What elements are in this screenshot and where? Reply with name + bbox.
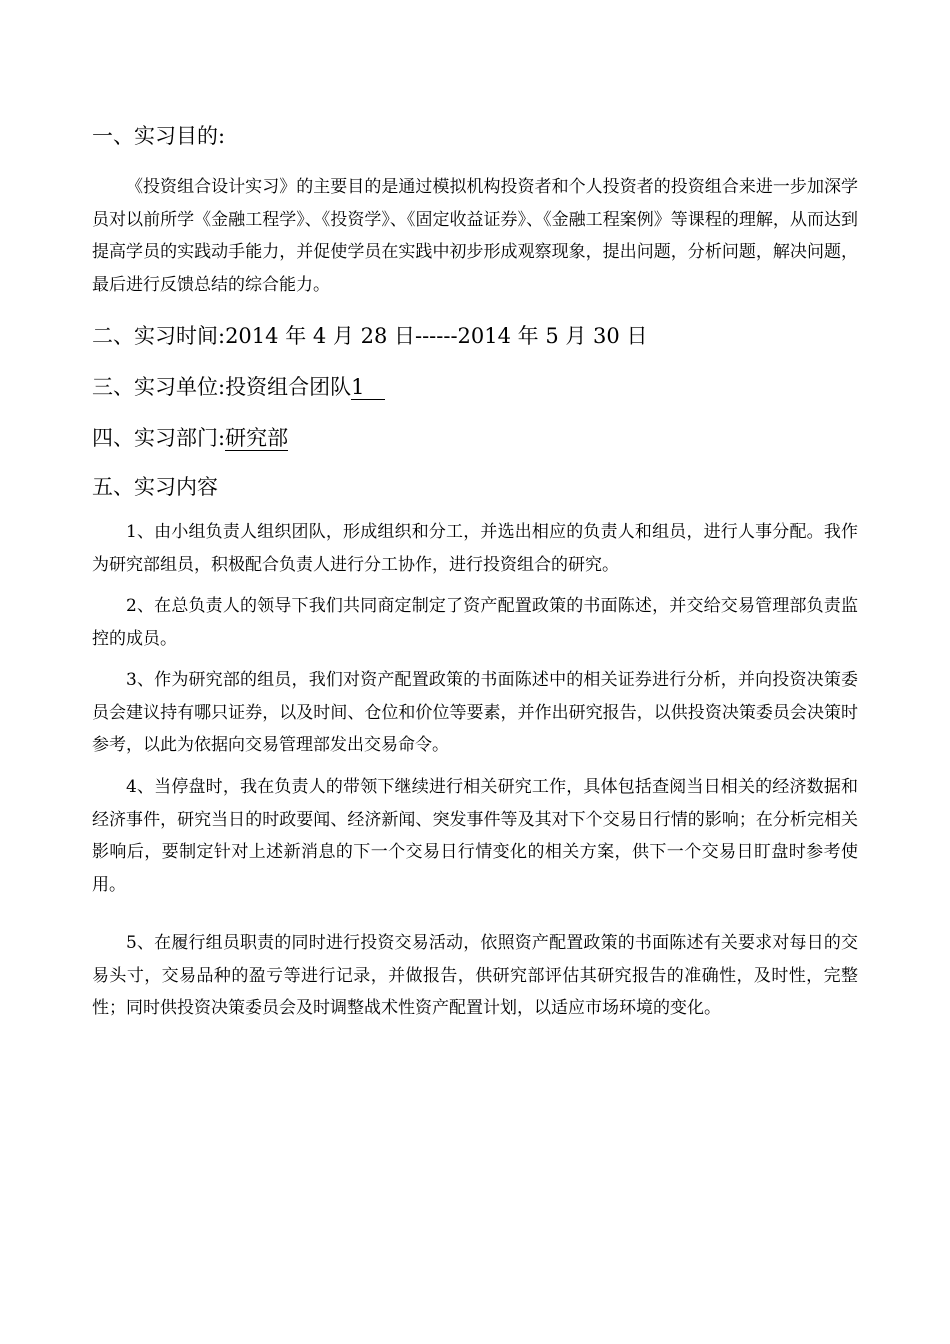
content-item-4: 4、当停盘时，我在负责人的带领下继续进行相关研究工作，具体包括查阅当日相关的经济数据和经济事件，研究当日的时政要闻、经济新闻、突发事件等及其对下个交易日行情的影响；在分析完相关影响后，要制定针对上述新消息的下一个交易日行情变化的相关方案，供下一个交易日盯盘时参考使用。 (92, 777, 858, 895)
section-department-heading (92, 424, 288, 452)
section-time-heading: 二、实习时间:2014 年 4 月 28 日------2014 年 5 月 30 日 (92, 324, 648, 348)
content-item-1: 1、由小组负责人组织团队，形成组织和分工，并选出相应的负责人和组员，进行人事分配。我作为研究部组员，积极配合负责人进行分工协作，进行投资组合的研究。 (92, 522, 858, 575)
content-item-2: 2、在总负责人的领导下我们共同商定制定了资产配置政策的书面陈述，并交给交易管理部负责监控的成员。 (92, 596, 858, 649)
content-item-5: 5、在履行组员职责的同时进行投资交易活动，依照资产配置政策的书面陈述有关要求对每日的交易头寸，交易品种的盈亏等进行记录，并做报告，供研究部评估其研究报告的准确性，及时性，完整性；同时供投资决策委员会及时调整战术性资产配置计划，以适应市场环境的变化。 (92, 933, 858, 1018)
section-purpose-heading: 一、实习目的: (92, 124, 226, 148)
content-item-3: 3、作为研究部的组员，我们对资产配置政策的书面陈述中的相关证券进行分析，并向投资决策委员会建议持有哪只证券，以及时间、仓位和价位等要素，并作出研究报告，以供投资决策委员会决策时参考，以此为依据向交易管理部发出交易命令。 (92, 670, 858, 755)
section-purpose-body: 《投资组合设计实习》的主要目的是通过模拟机构投资者和个人投资者的投资组合来进一步加深学员对以前所学《金融工程学》、《投资学》、《固定收益证券》、《金融工程案例》等课程的理解，从而达到提高学员的实践动手能力，并促使学员在实践中初步形成观察现象，提出问题，分析问题，解决问题，最后进行反馈总结的综合能力。 (92, 177, 858, 295)
section-unit-value: 1 (351, 375, 385, 400)
section-department-label: 四、实习部门: (92, 426, 226, 450)
section-unit-heading (92, 373, 385, 401)
section-content-heading: 五、实习内容 (92, 475, 218, 499)
section-department-value: 研究部 (225, 426, 289, 450)
section-unit-label: 三、实习单位:投资组合团队 (92, 375, 352, 399)
